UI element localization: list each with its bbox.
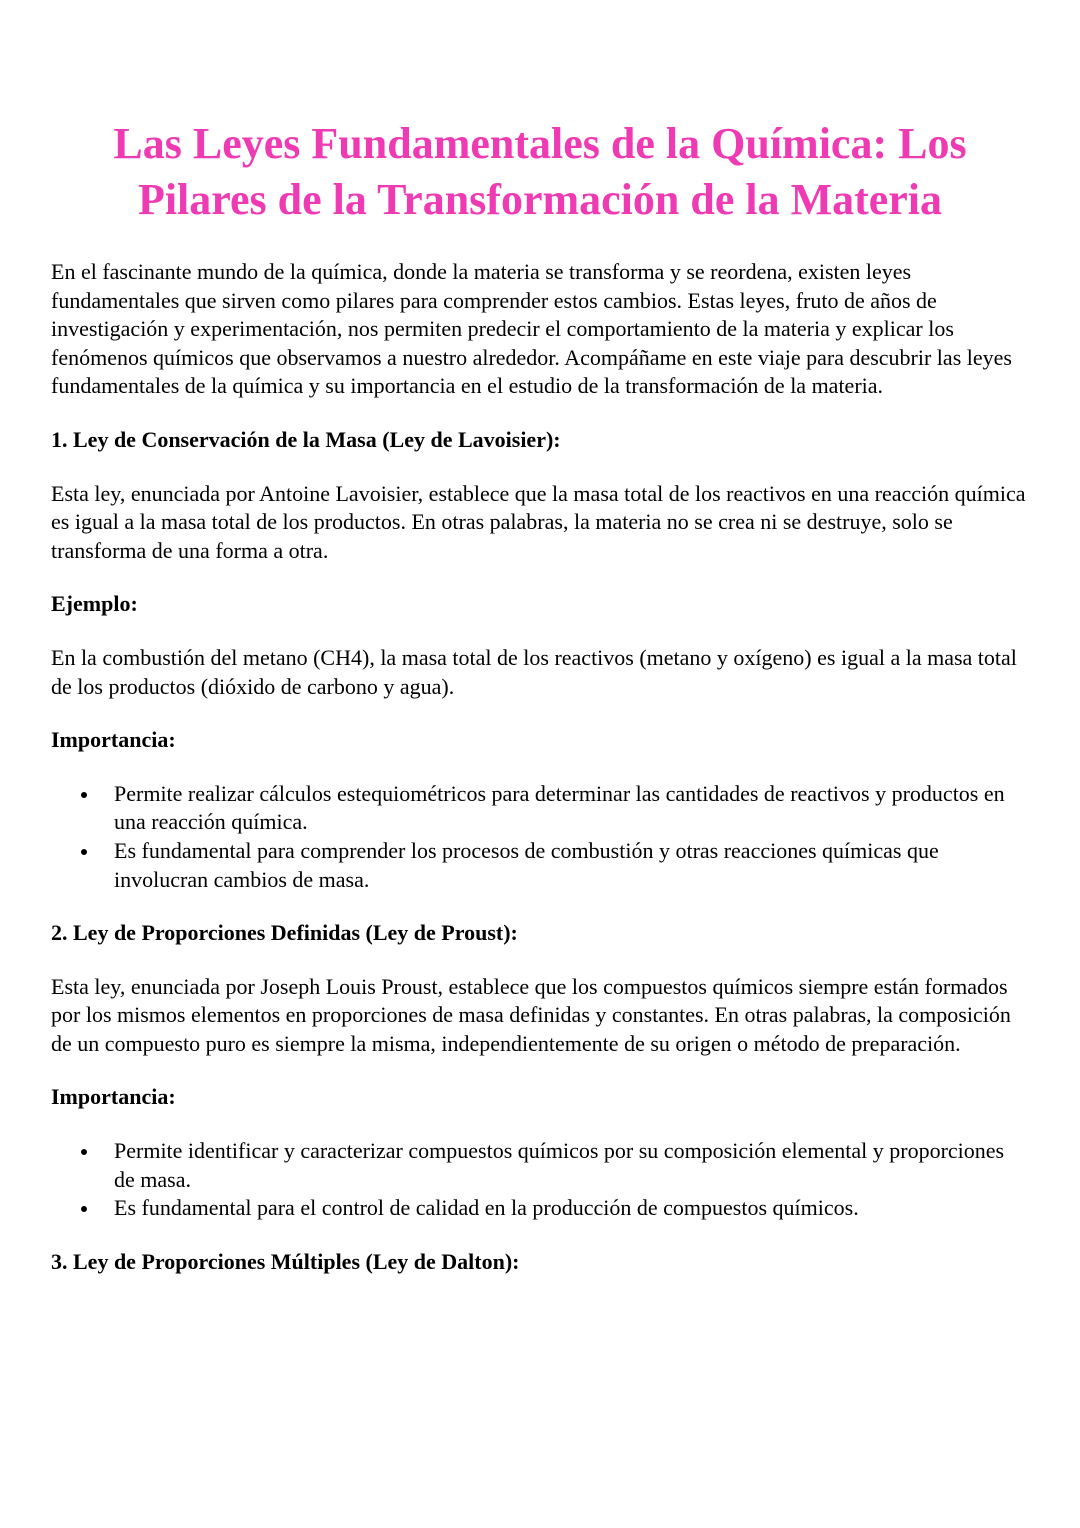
law1-heading: 1. Ley de Conservación de la Masa (Ley de Lavoisier): bbox=[51, 426, 561, 452]
law2-heading: 2. Ley de Proporciones Definidas (Ley de Proust): bbox=[51, 920, 518, 946]
law2-description: Esta ley, enunciada por Joseph Louis Proust, establece que los compuestos químicos siempre están formados por los mismos elementos en proporciones de masa definidas y constantes. En otras palabras, la composición de un compuesto puro es siempre la misma, independientemente de su origen o método de preparación. bbox=[51, 973, 1011, 1056]
law1-importance-list bbox=[51, 780, 1029, 894]
list-item: Permite identificar y caracterizar compuestos químicos por su composición elemental y proporciones de masa. bbox=[114, 1137, 1029, 1194]
intro-paragraph: En el fascinante mundo de la química, donde la materia se transforma y se reordena, existen leyes fundamentales que sirven como pilares para comprender estos cambios. Estas leyes, fruto de años de investigación y experimentación, nos permiten predecir el comportamiento de la materia y explicar los fenómenos químicos que observamos a nuestro alrededor. Acompáñame en este viaje para descubrir las leyes fundamentales de la química y su importancia en el estudio de la transformación de la materia. bbox=[51, 259, 1012, 399]
law1-example-text: En la combustión del metano (CH4), la masa total de los reactivos (metano y oxígeno) es igual a la masa total de los productos (dióxido de carbono y agua). bbox=[51, 644, 1017, 699]
document-title: Las Leyes Fundamentales de la Química: Los Pilares de la Transformación de la Materia bbox=[113, 119, 967, 224]
law2-importance-heading: Importancia: bbox=[51, 1084, 176, 1110]
law1-example-heading: Ejemplo: bbox=[51, 591, 138, 617]
list-item: Permite realizar cálculos estequiométricos para determinar las cantidades de reactivos y productos en una reacción química. bbox=[114, 780, 1029, 837]
law1-description: Esta ley, enunciada por Antoine Lavoisier, establece que la masa total de los reactivos en una reacción química es igual a la masa total de los productos. En otras palabras, la materia no se crea ni se destruye, solo se transforma de una forma a otra. bbox=[51, 480, 1026, 563]
law3-heading: 3. Ley de Proporciones Múltiples (Ley de Dalton): bbox=[51, 1248, 520, 1274]
law2-importance-list bbox=[51, 1137, 1029, 1223]
law1-importance-heading: Importancia: bbox=[51, 727, 176, 753]
list-item: Es fundamental para comprender los procesos de combustión y otras reacciones químicas que involucran cambios de masa. bbox=[114, 837, 1029, 894]
list-item: Es fundamental para el control de calidad en la producción de compuestos químicos. bbox=[114, 1194, 1029, 1223]
